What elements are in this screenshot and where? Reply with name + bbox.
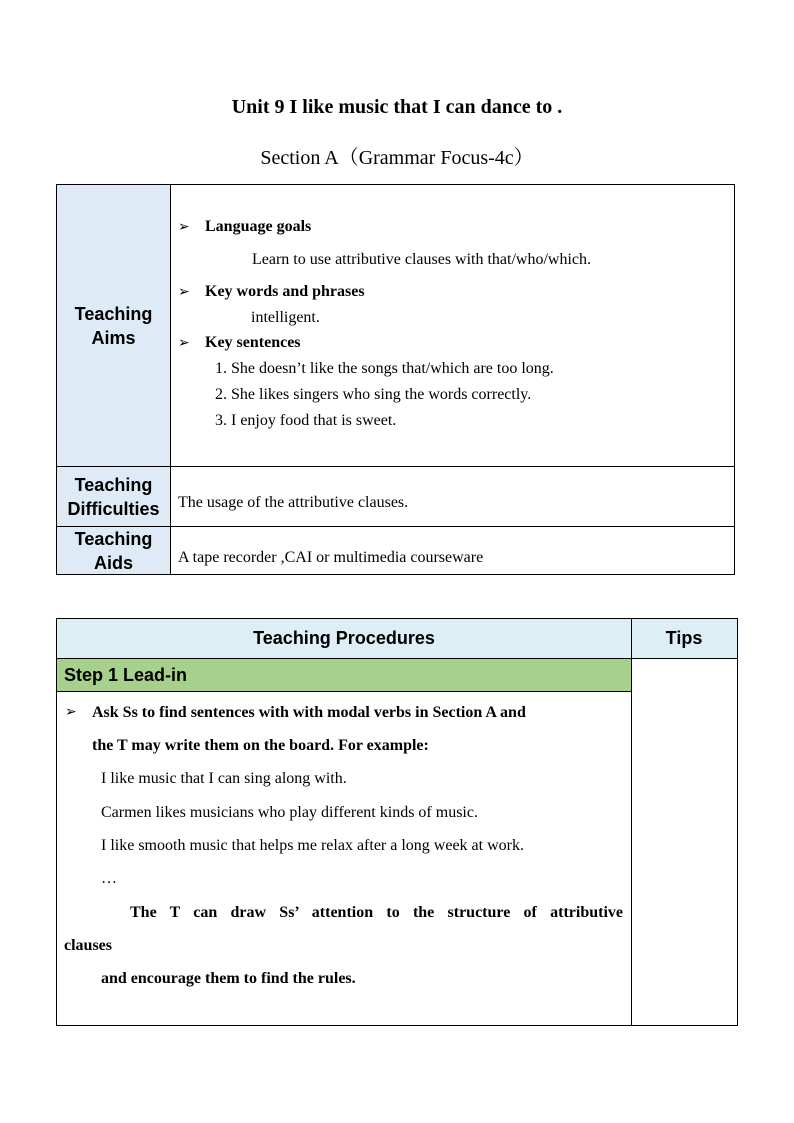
key-sentence: 2. She likes singers who sing the words correctly. xyxy=(215,386,532,403)
ellipsis: … xyxy=(101,870,117,887)
aims-label: Teaching Aims xyxy=(57,185,171,466)
aids-label: Teaching Aids xyxy=(57,527,171,574)
aids-text: A tape recorder ,CAI or multimedia courseware xyxy=(178,549,484,566)
column-divider xyxy=(631,619,632,1025)
key-sentence: 1. She doesn’t like the songs that/which are too long. xyxy=(215,360,554,377)
teaching-procedures-table xyxy=(56,618,738,1026)
language-goals-title: Language goals xyxy=(205,218,312,235)
example-sentence: I like smooth music that helps me relax after a long week at work. xyxy=(101,837,524,854)
arrow-bullet-icon: ➢ xyxy=(178,285,190,300)
key-sentence: 3. I enjoy food that is sweet. xyxy=(215,412,397,429)
example-sentence: I like music that I can sing along with. xyxy=(101,770,347,787)
teaching-info-table xyxy=(56,184,735,575)
document-subtitle: Section A（Grammar Focus-4c） xyxy=(260,147,534,169)
procedure-line: the T may write them on the board. For example: xyxy=(92,737,429,754)
difficulties-label: Teaching Difficulties xyxy=(57,467,171,526)
procedures-header: Teaching Procedures xyxy=(57,619,631,658)
procedure-line: The T can draw Ss’ attention to the structure of attributive xyxy=(130,904,623,921)
example-sentence: Carmen likes musicians who play different kinds of music. xyxy=(101,804,478,821)
key-words-title: Key words and phrases xyxy=(205,283,365,300)
arrow-bullet-icon: ➢ xyxy=(178,220,190,235)
key-words-text: intelligent. xyxy=(251,309,320,326)
arrow-bullet-icon: ➢ xyxy=(178,336,190,351)
aims-content xyxy=(171,185,734,466)
language-goals-text: Learn to use attributive clauses with that/who/which. xyxy=(252,251,592,268)
difficulties-text: The usage of the attributive clauses. xyxy=(178,494,409,511)
key-sentences-title: Key sentences xyxy=(205,334,301,351)
procedure-line: Ask Ss to find sentences with with modal verbs in Section A and xyxy=(92,704,526,721)
document-title: Unit 9 I like music that I can dance to . xyxy=(231,96,563,118)
tips-header: Tips xyxy=(631,619,737,658)
procedure-line: and encourage them to find the rules. xyxy=(101,970,356,987)
arrow-bullet-icon: ➢ xyxy=(65,705,77,720)
step-1-title: Step 1 Lead-in xyxy=(57,658,631,692)
procedure-line: clauses xyxy=(64,937,112,954)
